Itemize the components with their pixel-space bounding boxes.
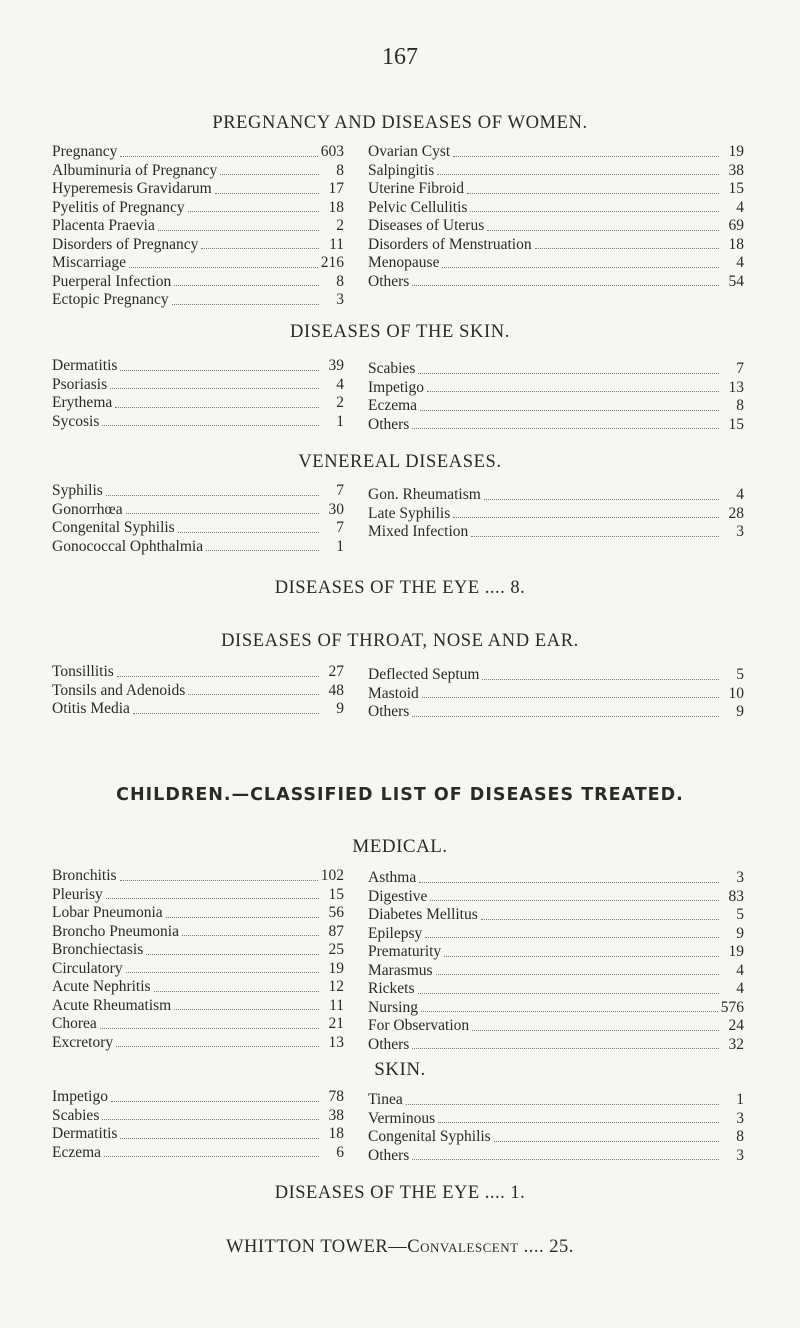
dot-leader xyxy=(111,1100,319,1102)
item-count: 18 xyxy=(328,1125,344,1142)
child-skin-left-list xyxy=(52,1088,344,1162)
item-label: Others xyxy=(368,1146,410,1164)
item-label: Congenital Syphilis xyxy=(52,519,175,536)
item-label: Rickets xyxy=(368,980,415,997)
list-item xyxy=(52,143,344,162)
medical-left-list xyxy=(52,867,344,1052)
item-count: 8 xyxy=(736,397,744,414)
item-count: 9 xyxy=(336,700,344,717)
list-item xyxy=(52,1125,344,1144)
item-count: 83 xyxy=(728,887,744,905)
throat-heading: DISEASES OF THROAT, NOSE AND EAR. xyxy=(221,631,579,651)
item-label: Ectopic Pregnancy xyxy=(52,291,169,308)
item-count: 32 xyxy=(728,1035,744,1053)
throat-right-list xyxy=(368,666,744,722)
list-item xyxy=(368,397,744,416)
dot-leader xyxy=(418,992,720,994)
dot-leader xyxy=(166,916,319,918)
item-label: Epilepsy xyxy=(368,924,423,942)
venereal-heading: VENEREAL DISEASES. xyxy=(298,452,502,472)
dot-leader xyxy=(102,1118,319,1120)
item-count: 9 xyxy=(736,703,744,720)
item-count: 17 xyxy=(328,180,344,197)
dot-leader xyxy=(412,427,719,429)
page-number: 167 xyxy=(382,44,418,70)
child-skin-right-list xyxy=(368,1091,744,1165)
item-label: Syphilis xyxy=(52,482,103,499)
item-count: 11 xyxy=(329,235,344,253)
dot-leader xyxy=(427,390,719,392)
item-label: Eczema xyxy=(368,397,418,414)
item-count: 8 xyxy=(336,272,344,290)
list-item xyxy=(368,1110,744,1129)
item-count: 28 xyxy=(728,504,744,522)
item-label: Gonorrhœa xyxy=(52,500,123,518)
dot-leader xyxy=(438,1121,719,1123)
item-label: Lobar Pneumonia xyxy=(52,904,163,921)
skin-heading: DISEASES OF THE SKIN. xyxy=(290,322,510,342)
dot-leader xyxy=(419,881,719,883)
list-item xyxy=(368,505,744,524)
item-count: 7 xyxy=(736,360,744,377)
dot-leader xyxy=(444,955,719,957)
list-item xyxy=(368,1036,744,1055)
item-label: Otitis Media xyxy=(52,700,130,717)
item-count: 13 xyxy=(328,1033,344,1051)
list-item xyxy=(368,925,744,944)
list-item xyxy=(52,1144,344,1163)
child-skin-heading: SKIN. xyxy=(374,1059,426,1080)
item-label: Scabies xyxy=(368,360,416,377)
item-label: Hyperemesis Gravidarum xyxy=(52,180,212,197)
dot-leader xyxy=(129,266,318,268)
list-item xyxy=(52,1034,344,1053)
list-item xyxy=(368,962,744,981)
skin-right-list xyxy=(368,360,744,434)
item-label: Salpingitis xyxy=(368,161,435,179)
item-count: 38 xyxy=(728,161,744,179)
item-count: 3 xyxy=(736,1109,744,1127)
list-item xyxy=(52,1107,344,1126)
item-count: 1 xyxy=(336,537,344,555)
item-count: 5 xyxy=(736,906,744,923)
list-item xyxy=(368,906,744,925)
item-count: 18 xyxy=(728,235,744,253)
list-item xyxy=(368,273,744,292)
dot-leader xyxy=(487,229,719,231)
list-item xyxy=(52,538,344,557)
dot-leader xyxy=(154,990,319,992)
dot-leader xyxy=(126,512,319,514)
list-item xyxy=(52,941,344,960)
item-label: Mastoid xyxy=(368,684,419,702)
item-label: Digestive xyxy=(368,887,428,905)
list-item xyxy=(52,997,344,1016)
item-label: Disorders of Menstruation xyxy=(368,235,532,253)
item-label: Gon. Rheumatism xyxy=(368,486,481,503)
item-label: Tinea xyxy=(368,1091,403,1108)
dot-leader xyxy=(437,173,719,175)
item-label: Broncho Pneumonia xyxy=(52,922,179,940)
list-item xyxy=(368,379,744,398)
dot-leader xyxy=(201,247,319,249)
list-item xyxy=(368,703,744,722)
dot-leader xyxy=(106,897,319,899)
dot-leader xyxy=(472,1029,719,1031)
list-item xyxy=(368,523,744,542)
dot-leader xyxy=(117,675,319,677)
list-item xyxy=(368,486,744,505)
dot-leader xyxy=(110,387,319,389)
list-item xyxy=(52,1015,344,1034)
item-label: Congenital Syphilis xyxy=(368,1128,491,1145)
list-item xyxy=(52,217,344,236)
item-label: Asthma xyxy=(368,869,417,886)
dot-leader xyxy=(494,1140,719,1142)
item-label: Impetigo xyxy=(368,378,424,396)
list-item xyxy=(52,501,344,520)
item-label: Miscarriage xyxy=(52,254,127,271)
dot-leader xyxy=(470,210,719,212)
item-count: 24 xyxy=(728,1017,744,1034)
item-count: 15 xyxy=(328,885,344,903)
item-label: Excretory xyxy=(52,1033,114,1051)
item-label: Dermatitis xyxy=(52,1125,118,1142)
list-item xyxy=(52,291,344,310)
dot-leader xyxy=(106,494,319,496)
skin-left-list xyxy=(52,357,344,431)
item-count: 5 xyxy=(736,666,744,683)
dot-leader xyxy=(172,303,319,305)
dot-leader xyxy=(188,210,319,212)
dot-leader xyxy=(471,535,719,537)
item-label: Others xyxy=(368,415,410,433)
list-item xyxy=(368,199,744,218)
list-item xyxy=(368,943,744,962)
list-item xyxy=(368,999,744,1018)
item-label: Pregnancy xyxy=(52,143,118,160)
dot-leader xyxy=(420,409,719,411)
dot-leader xyxy=(453,516,719,518)
item-count: 15 xyxy=(728,415,744,433)
list-item xyxy=(52,236,344,255)
dot-leader xyxy=(482,678,719,680)
dot-leader xyxy=(421,1010,718,1012)
dot-leader xyxy=(104,1155,319,1157)
item-label: Dermatitis xyxy=(52,357,118,374)
item-count: 12 xyxy=(328,978,344,995)
item-count: 2 xyxy=(336,217,344,234)
list-item xyxy=(52,682,344,701)
list-item xyxy=(52,180,344,199)
list-item xyxy=(52,519,344,538)
list-item xyxy=(368,980,744,999)
item-label: Eczema xyxy=(52,1143,102,1161)
dot-leader xyxy=(436,973,719,975)
item-label: Acute Nephritis xyxy=(52,978,151,995)
item-label: For Observation xyxy=(368,1017,470,1034)
eye-heading: DISEASES OF THE EYE .... 8. xyxy=(274,578,526,598)
list-item xyxy=(368,666,744,685)
list-item xyxy=(368,1147,744,1166)
item-label: Mixed Infection xyxy=(368,523,469,540)
dot-leader xyxy=(120,879,318,881)
list-item xyxy=(368,217,744,236)
list-item xyxy=(368,685,744,704)
item-label: Puerperal Infection xyxy=(52,272,172,290)
dot-leader xyxy=(120,1137,319,1139)
item-count: 56 xyxy=(328,904,344,921)
item-count: 3 xyxy=(736,523,744,540)
pregnancy-left-list xyxy=(52,143,344,310)
list-item xyxy=(52,960,344,979)
dot-leader xyxy=(158,229,319,231)
dot-leader xyxy=(412,284,719,286)
item-count: 27 xyxy=(328,663,344,680)
dot-leader xyxy=(174,1008,319,1010)
list-item xyxy=(368,254,744,273)
dot-leader xyxy=(116,1045,319,1047)
list-item xyxy=(368,416,744,435)
item-label: Psoriasis xyxy=(52,375,108,393)
item-label: Albuminuria of Pregnancy xyxy=(52,161,218,179)
item-count: 3 xyxy=(336,291,344,308)
list-item xyxy=(52,663,344,682)
item-count: 10 xyxy=(728,684,744,702)
item-label: Others xyxy=(368,703,410,720)
item-label: Circulatory xyxy=(52,959,123,977)
item-count: 4 xyxy=(736,198,744,216)
children-heading: CHILDREN.—CLASSIFIED LIST OF DISEASES TREATED. xyxy=(116,785,684,805)
item-count: 19 xyxy=(728,143,744,160)
dot-leader xyxy=(418,372,719,374)
list-item xyxy=(368,236,744,255)
list-item xyxy=(368,1017,744,1036)
list-item xyxy=(368,1091,744,1110)
dot-leader xyxy=(215,192,319,194)
list-item xyxy=(52,394,344,413)
item-count: 21 xyxy=(328,1015,344,1032)
item-label: Pleurisy xyxy=(52,885,103,903)
list-item xyxy=(52,904,344,923)
item-count: 38 xyxy=(328,1106,344,1124)
item-count: 3 xyxy=(736,1146,744,1164)
item-count: 25 xyxy=(328,941,344,958)
item-count: 216 xyxy=(320,254,344,271)
child-eye-heading: DISEASES OF THE EYE .... 1. xyxy=(274,1183,526,1203)
item-label: Erythema xyxy=(52,394,113,411)
whitton-line xyxy=(0,1237,800,1258)
item-count: 4 xyxy=(736,980,744,997)
item-label: Impetigo xyxy=(52,1088,108,1105)
dot-leader xyxy=(133,712,319,714)
item-count: 1 xyxy=(336,412,344,430)
list-item xyxy=(52,273,344,292)
list-item xyxy=(52,1088,344,1107)
list-item xyxy=(368,888,744,907)
item-label: Prematurity xyxy=(368,943,442,960)
item-count: 7 xyxy=(336,482,344,499)
item-label: Marasmus xyxy=(368,961,433,979)
dot-leader xyxy=(412,1158,719,1160)
item-label: Nursing xyxy=(368,998,418,1016)
whitton-label: WHITTON TOWER— xyxy=(226,1237,408,1257)
dot-leader xyxy=(430,899,719,901)
item-label: Scabies xyxy=(52,1106,100,1124)
dot-leader xyxy=(188,693,319,695)
list-item xyxy=(368,162,744,181)
dot-leader xyxy=(174,284,319,286)
list-item xyxy=(368,869,744,888)
item-count: 8 xyxy=(736,1128,744,1145)
item-count: 6 xyxy=(336,1143,344,1161)
item-label: Verminous xyxy=(368,1109,436,1127)
item-count: 19 xyxy=(328,959,344,977)
pregnancy-heading: PREGNANCY AND DISEASES OF WOMEN. xyxy=(212,113,588,133)
list-item xyxy=(52,867,344,886)
item-label: Late Syphilis xyxy=(368,504,451,522)
item-label: Others xyxy=(368,272,410,290)
dot-leader xyxy=(115,406,319,408)
item-count: 78 xyxy=(328,1088,344,1105)
list-item xyxy=(52,886,344,905)
throat-left-list xyxy=(52,663,344,719)
dot-leader xyxy=(481,918,719,920)
pregnancy-right-list xyxy=(368,143,744,291)
venereal-left-list xyxy=(52,482,344,556)
item-count: 15 xyxy=(728,180,744,197)
item-count: 2 xyxy=(336,394,344,411)
whitton-convalescent: Convalescent xyxy=(407,1237,519,1257)
item-label: Disorders of Pregnancy xyxy=(52,235,199,253)
list-item xyxy=(52,376,344,395)
whitton-count: .... 25. xyxy=(518,1237,574,1257)
dot-leader xyxy=(442,266,719,268)
list-item xyxy=(52,413,344,432)
item-label: Diseases of Uterus xyxy=(368,217,485,234)
item-count: 30 xyxy=(328,500,344,518)
dot-leader xyxy=(453,155,719,157)
item-count: 19 xyxy=(728,943,744,960)
item-label: Menopause xyxy=(368,254,440,271)
item-label: Tonsils and Adenoids xyxy=(52,681,186,699)
medical-right-list xyxy=(368,869,744,1054)
item-label: Pelvic Cellulitis xyxy=(368,198,468,216)
list-item xyxy=(52,357,344,376)
list-item xyxy=(368,360,744,379)
item-count: 13 xyxy=(728,378,744,396)
dot-leader xyxy=(220,173,319,175)
dot-leader xyxy=(535,247,719,249)
item-count: 1 xyxy=(736,1091,744,1108)
item-count: 11 xyxy=(329,996,344,1014)
item-count: 7 xyxy=(336,519,344,536)
venereal-right-list xyxy=(368,486,744,542)
item-count: 18 xyxy=(328,198,344,216)
item-label: Pyelitis of Pregnancy xyxy=(52,198,185,216)
item-label: Tonsillitis xyxy=(52,663,114,680)
item-count: 39 xyxy=(328,357,344,374)
list-item xyxy=(52,978,344,997)
item-count: 4 xyxy=(736,486,744,503)
item-count: 4 xyxy=(736,254,744,271)
list-item xyxy=(52,254,344,273)
item-label: Chorea xyxy=(52,1015,97,1032)
dot-leader xyxy=(100,1027,319,1029)
item-count: 4 xyxy=(336,375,344,393)
dot-leader xyxy=(120,369,319,371)
list-item xyxy=(52,700,344,719)
item-label: Others xyxy=(368,1035,410,1053)
dot-leader xyxy=(146,953,319,955)
item-count: 4 xyxy=(736,961,744,979)
dot-leader xyxy=(206,549,319,551)
dot-leader xyxy=(406,1103,719,1105)
item-label: Sycosis xyxy=(52,412,100,430)
dot-leader xyxy=(425,936,719,938)
item-count: 9 xyxy=(736,924,744,942)
list-item xyxy=(368,1128,744,1147)
item-count: 8 xyxy=(336,161,344,179)
dot-leader xyxy=(412,715,719,717)
list-item xyxy=(52,162,344,181)
item-count: 87 xyxy=(328,922,344,940)
dot-leader xyxy=(422,696,719,698)
list-item xyxy=(52,199,344,218)
dot-leader xyxy=(467,192,719,194)
dot-leader xyxy=(102,424,319,426)
medical-heading: MEDICAL. xyxy=(352,836,448,857)
dot-leader xyxy=(126,971,319,973)
item-label: Bronchiectasis xyxy=(52,941,144,958)
list-item xyxy=(52,923,344,942)
item-label: Gonococcal Ophthalmia xyxy=(52,537,204,555)
dot-leader xyxy=(484,498,719,500)
item-count: 54 xyxy=(728,272,744,290)
item-label: Ovarian Cyst xyxy=(368,143,451,160)
item-label: Acute Rheumatism xyxy=(52,996,172,1014)
item-count: 576 xyxy=(720,998,744,1016)
list-item xyxy=(368,180,744,199)
item-count: 102 xyxy=(320,867,344,884)
item-count: 603 xyxy=(320,143,344,160)
dot-leader xyxy=(178,531,319,533)
dot-leader xyxy=(120,155,317,157)
item-count: 48 xyxy=(328,681,344,699)
list-item xyxy=(368,143,744,162)
item-label: Bronchitis xyxy=(52,867,117,884)
item-count: 69 xyxy=(728,217,744,234)
dot-leader xyxy=(412,1047,719,1049)
item-label: Uterine Fibroid xyxy=(368,180,464,197)
item-label: Deflected Septum xyxy=(368,666,480,683)
item-count: 3 xyxy=(736,869,744,886)
list-item xyxy=(52,482,344,501)
item-label: Diabetes Mellitus xyxy=(368,906,478,923)
dot-leader xyxy=(182,934,319,936)
item-label: Placenta Praevia xyxy=(52,217,155,234)
